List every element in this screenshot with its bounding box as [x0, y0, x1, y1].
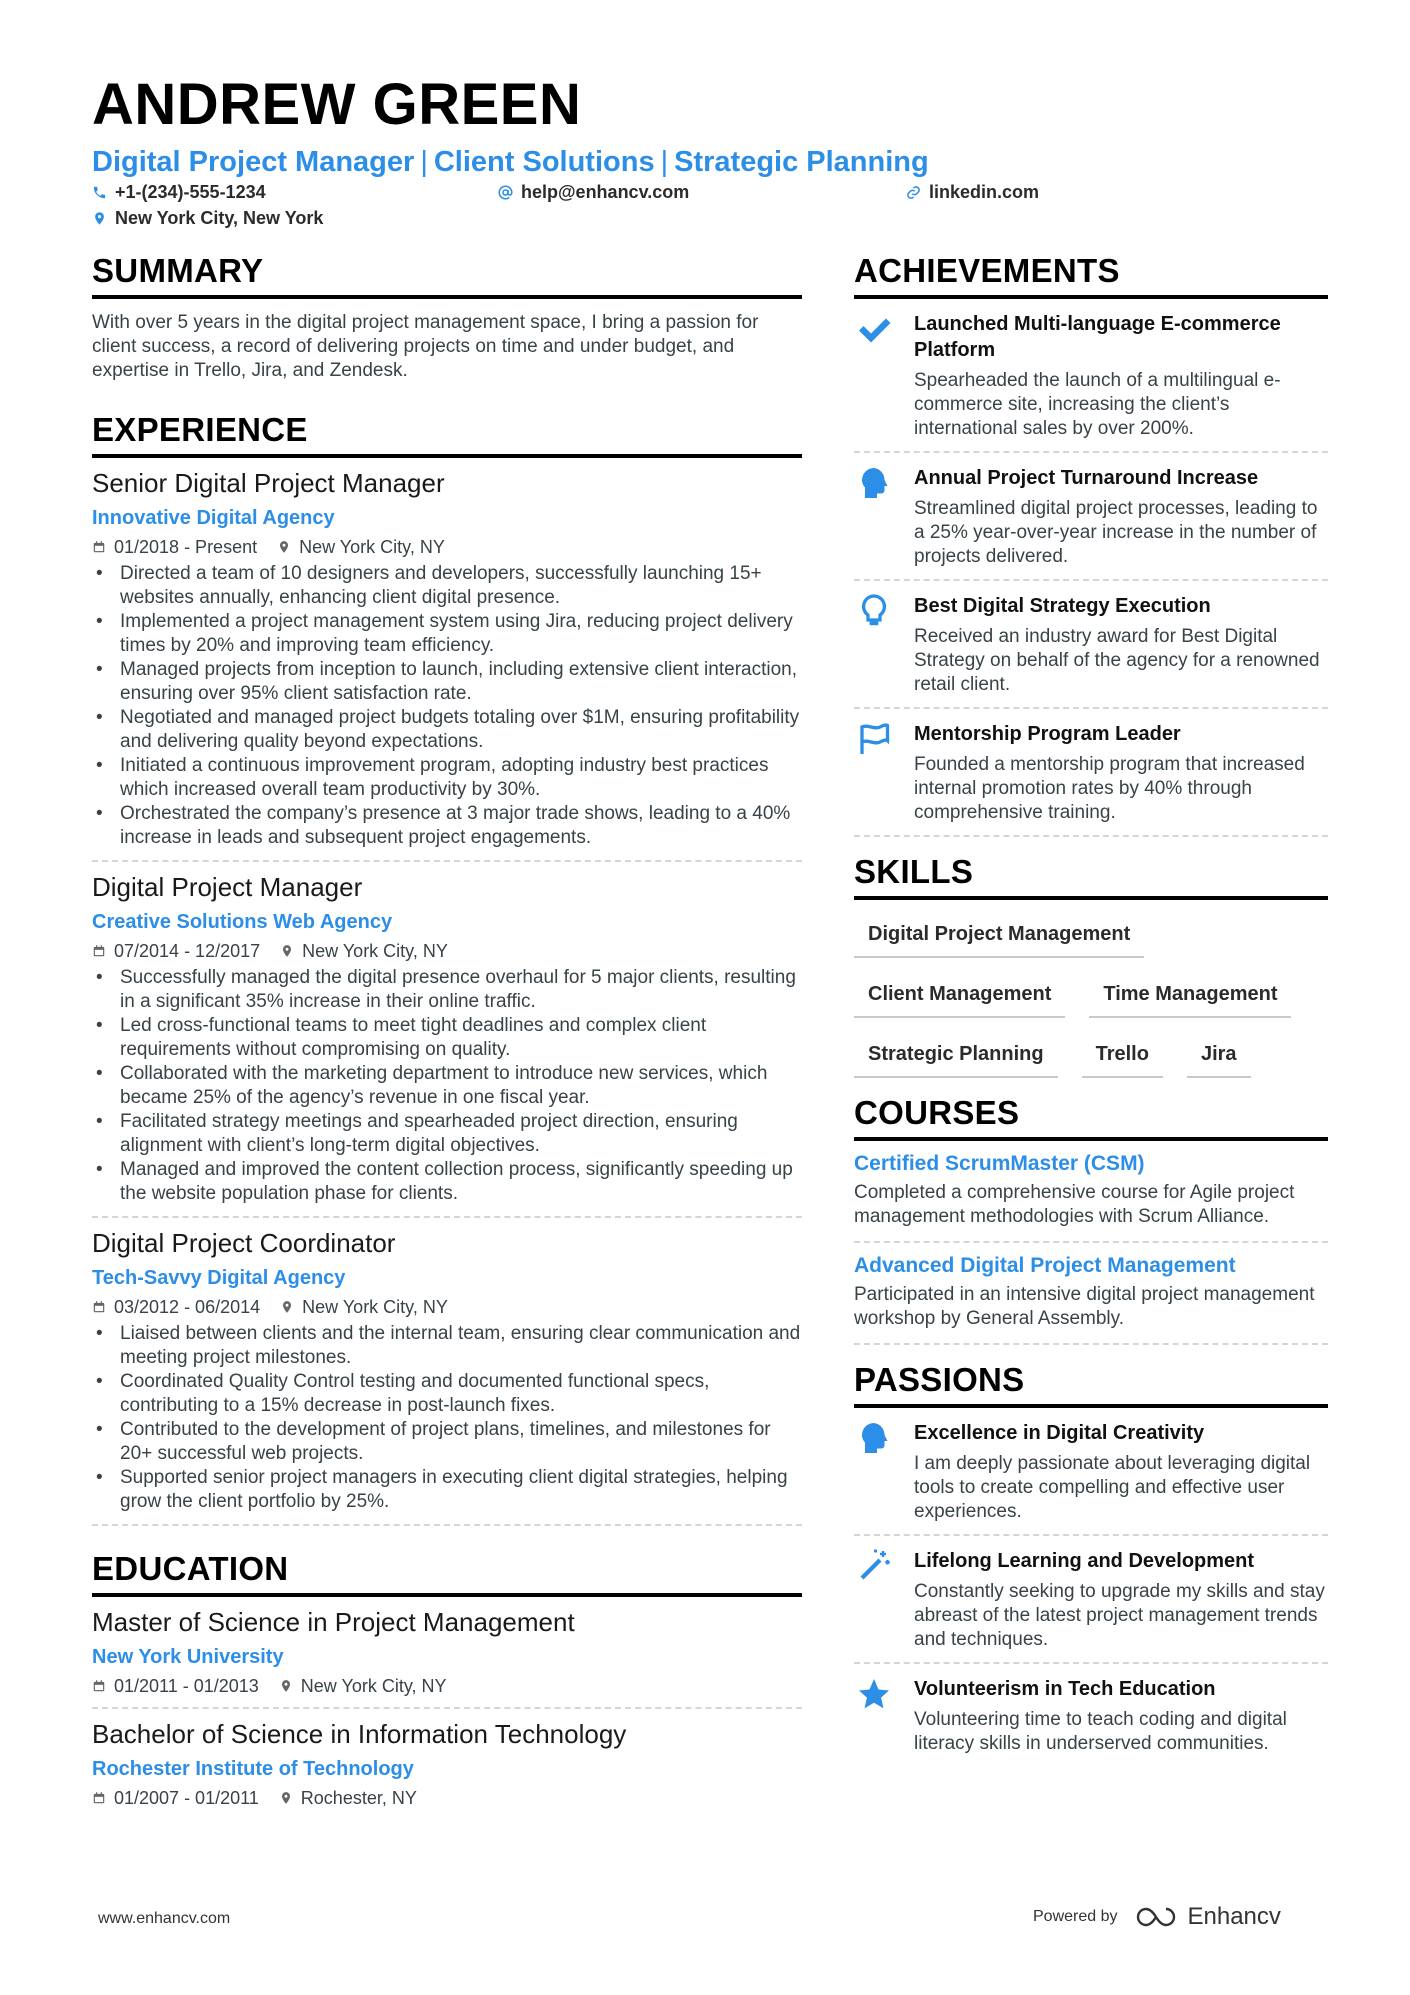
location-pin-icon: [277, 540, 291, 554]
school-name: Rochester Institute of Technology: [92, 1758, 414, 1780]
achievement-desc: Streamlined digital project processes, leading to a 25% year-over-year increase in the number of projects delivered.: [914, 498, 1318, 567]
education-meta: [92, 1787, 802, 1809]
magic-wand-icon: [856, 1548, 892, 1584]
powered-by-text: Powered by: [1033, 1908, 1118, 1925]
skill-tag: Digital Project Management: [854, 910, 1144, 958]
email-text[interactable]: help@enhancv.com: [521, 182, 690, 202]
passion-item: [854, 1536, 1328, 1664]
footer-branding: [1033, 1903, 1281, 1931]
star-icon: [856, 1676, 892, 1712]
job-bullets: [92, 966, 802, 1206]
passion-desc: I am deeply passionate about leveraging digital tools to create compelling and effective user experiences.: [914, 1453, 1311, 1522]
education-location: Rochester, NY: [300, 1788, 417, 1808]
headline: [92, 146, 929, 179]
education-dates: 01/2007 - 01/2011: [114, 1788, 259, 1808]
bullet-item: • Liaised between clients and the internal team, ensuring clear communication and meeting project milestones.: [92, 1322, 802, 1370]
phone-text: +1-(234)-555-1234: [115, 182, 266, 202]
company-name: Tech-Savvy Digital Agency: [92, 1267, 346, 1289]
job-bullets: [92, 562, 802, 850]
skill-tag: Trello: [1082, 1030, 1163, 1078]
location-pin-icon: [280, 1300, 294, 1314]
linkedin-text[interactable]: linkedin.com: [929, 182, 1040, 202]
passion-item: [854, 1664, 1328, 1766]
skills-heading: SKILLS: [854, 855, 1328, 900]
brand-name: Enhancv: [1187, 1903, 1281, 1930]
contact-linkedin[interactable]: [906, 182, 1039, 203]
candidate-name: ANDREW GREEN: [92, 72, 582, 137]
lightbulb-icon: [856, 593, 892, 629]
location-pin-icon: [92, 211, 107, 226]
passion-desc: Volunteering time to teach coding and digital literacy skills in underserved communities.: [914, 1709, 1287, 1754]
education-dates: 01/2011 - 01/2013: [114, 1676, 259, 1696]
job-title: Digital Project Manager: [92, 872, 363, 902]
flag-icon: [856, 721, 892, 757]
bullet-item: • Negotiated and managed project budgets totaling over $1M, ensuring profitability and delivering quality beyond expectations.: [92, 706, 802, 754]
course-title: Advanced Digital Project Management: [854, 1254, 1236, 1277]
course-item: [854, 1141, 1328, 1243]
head-icon: [856, 1420, 892, 1456]
calendar-icon: [92, 944, 106, 958]
education-meta: [92, 1675, 802, 1697]
bullet-item: • Supported senior project managers in executing client digital strategies, helping grow the client portfolio by 25%.: [92, 1466, 802, 1514]
job-entry: [92, 1228, 802, 1526]
skill-tag: Jira: [1187, 1030, 1251, 1078]
achievement-desc: Spearheaded the launch of a multilingual e-commerce site, increasing the client’s international sales by over 200%.: [914, 370, 1281, 439]
bullet-item: • Directed a team of 10 designers and developers, successfully launching 15+ websites annually, enhancing client digital presence.: [92, 562, 802, 610]
skill-tag: Strategic Planning: [854, 1030, 1058, 1078]
right-column: [854, 254, 1328, 1766]
bullet-item: • Managed projects from inception to launch, including extensive client interaction, ensuring over 95% client satisfaction rate.: [92, 658, 802, 706]
contact-phone: [92, 182, 266, 203]
passion-title: Lifelong Learning and Development: [914, 1550, 1255, 1572]
job-meta: [92, 1296, 802, 1318]
headline-role: Strategic Planning: [674, 146, 929, 178]
job-meta: [92, 940, 802, 962]
bullet-item: • Coordinated Quality Control testing and documented functional specs, contributing to a 15% decrease in post-launch fixes.: [92, 1370, 802, 1418]
bullet-item: • Contributed to the development of project plans, timelines, and milestones for 20+ successful web projects.: [92, 1418, 802, 1466]
bullet-item: • Led cross-functional teams to meet tight deadlines and complex client requirements without compromising on quality.: [92, 1014, 802, 1062]
job-meta: [92, 536, 802, 558]
achievement-desc: Founded a mentorship program that increased internal promotion rates by 40% through comprehensive training.: [914, 754, 1305, 823]
achievement-item: [854, 581, 1328, 709]
calendar-icon: [92, 1791, 106, 1805]
location-text: New York City, New York: [115, 208, 324, 228]
passions-heading: PASSIONS: [854, 1363, 1328, 1408]
degree-title: Bachelor of Science in Information Technology: [92, 1719, 627, 1749]
headline-separator: |: [420, 146, 428, 178]
location-pin-icon: [280, 944, 294, 958]
calendar-icon: [92, 1300, 106, 1314]
bullet-item: • Implemented a project management system using Jira, reducing project delivery times by 20% and improving team efficiency.: [92, 610, 802, 658]
achievement-desc: Received an industry award for Best Digital Strategy on behalf of the agency for a renowned retail client.: [914, 626, 1320, 695]
job-title: Senior Digital Project Manager: [92, 468, 445, 498]
achievements-heading: ACHIEVEMENTS: [854, 254, 1328, 299]
checkmark-icon: [856, 311, 892, 347]
calendar-icon: [92, 1679, 106, 1693]
achievement-title: Launched Multi-language E-commerce Platform: [914, 313, 1281, 361]
enhancv-logo[interactable]: [1136, 1903, 1281, 1931]
achievement-item: [854, 453, 1328, 581]
head-icon: [856, 465, 892, 501]
passion-title: Excellence in Digital Creativity: [914, 1422, 1205, 1444]
achievement-title: Annual Project Turnaround Increase: [914, 467, 1259, 489]
location-pin-icon: [279, 1791, 293, 1805]
course-item: [854, 1243, 1328, 1345]
footer-website[interactable]: www.enhancv.com: [98, 1910, 231, 1927]
achievement-title: Best Digital Strategy Execution: [914, 595, 1211, 617]
education-entry: [92, 1607, 802, 1709]
location-pin-icon: [279, 1679, 293, 1693]
education-heading: EDUCATION: [92, 1552, 802, 1597]
enhancv-logo-icon: [1136, 1906, 1180, 1928]
skill-tag: Time Management: [1089, 970, 1291, 1018]
experience-heading: EXPERIENCE: [92, 413, 802, 458]
contact-location: [92, 208, 323, 229]
job-dates: 07/2014 - 12/2017: [114, 941, 261, 961]
job-location: New York City, NY: [299, 537, 445, 557]
summary-heading: SUMMARY: [92, 254, 802, 299]
phone-icon: [92, 185, 107, 200]
achievement-title: Mentorship Program Leader: [914, 723, 1181, 745]
passion-item: [854, 1408, 1328, 1536]
skills-list: [854, 910, 1328, 1078]
company-name: Creative Solutions Web Agency: [92, 911, 393, 933]
left-column: [92, 254, 802, 1819]
at-sign-icon: [498, 185, 513, 200]
calendar-icon: [92, 540, 106, 554]
job-entry: [92, 468, 802, 862]
job-dates: 03/2012 - 06/2014: [114, 1297, 261, 1317]
bullet-item: • Facilitated strategy meetings and spearheaded project direction, ensuring alignment with client’s long-term digital objectives.: [92, 1110, 802, 1158]
course-desc: Completed a comprehensive course for Agile project management methodologies with Scrum Alliance.: [854, 1182, 1295, 1227]
headline-role: Client Solutions: [433, 146, 655, 178]
passion-title: Volunteerism in Tech Education: [914, 1678, 1216, 1700]
education-entry: [92, 1719, 802, 1819]
bullet-item: • Initiated a continuous improvement program, adopting industry best practices which increased overall team productivity by 30%.: [92, 754, 802, 802]
course-title: Certified ScrumMaster (CSM): [854, 1152, 1145, 1175]
link-icon: [906, 185, 921, 200]
bullet-item: • Managed and improved the content collection process, significantly speeding up the website population phase for clients.: [92, 1158, 802, 1206]
company-name: Innovative Digital Agency: [92, 507, 335, 529]
achievement-item: [854, 299, 1328, 453]
job-dates: 01/2018 - Present: [114, 537, 258, 557]
headline-separator: |: [660, 146, 669, 178]
job-title: Digital Project Coordinator: [92, 1228, 396, 1258]
headline-role: Digital Project Manager: [92, 146, 415, 178]
job-bullets: [92, 1322, 802, 1514]
passion-desc: Constantly seeking to upgrade my skills and stay abreast of the latest project management trends and techniques.: [914, 1581, 1325, 1650]
job-location: New York City, NY: [302, 941, 448, 961]
achievement-item: [854, 709, 1328, 837]
bullet-item: • Collaborated with the marketing department to introduce new services, which became 25% of the agency’s revenue in one fiscal year.: [92, 1062, 802, 1110]
bullet-item: • Successfully managed the digital presence overhaul for 5 major clients, resulting in a significant 35% increase in their online traffic.: [92, 966, 802, 1014]
job-location: New York City, NY: [302, 1297, 448, 1317]
school-name: New York University: [92, 1646, 284, 1668]
summary-text: With over 5 years in the digital project management space, I bring a passion for client success, a record of delivering projects on time and under budget, and expertise in Trello, Jira, and Zendesk.: [92, 312, 759, 381]
course-desc: Participated in an intensive digital project management workshop by General Assembly.: [854, 1284, 1315, 1329]
job-entry: [92, 872, 802, 1218]
courses-heading: COURSES: [854, 1096, 1328, 1141]
contact-email[interactable]: [498, 182, 689, 203]
bullet-item: • Orchestrated the company’s presence at 3 major trade shows, leading to a 40% increase in leads and subsequent project engagements.: [92, 802, 802, 850]
skill-tag: Client Management: [854, 970, 1065, 1018]
degree-title: Master of Science in Project Management: [92, 1607, 575, 1637]
education-location: New York City, NY: [300, 1676, 447, 1696]
